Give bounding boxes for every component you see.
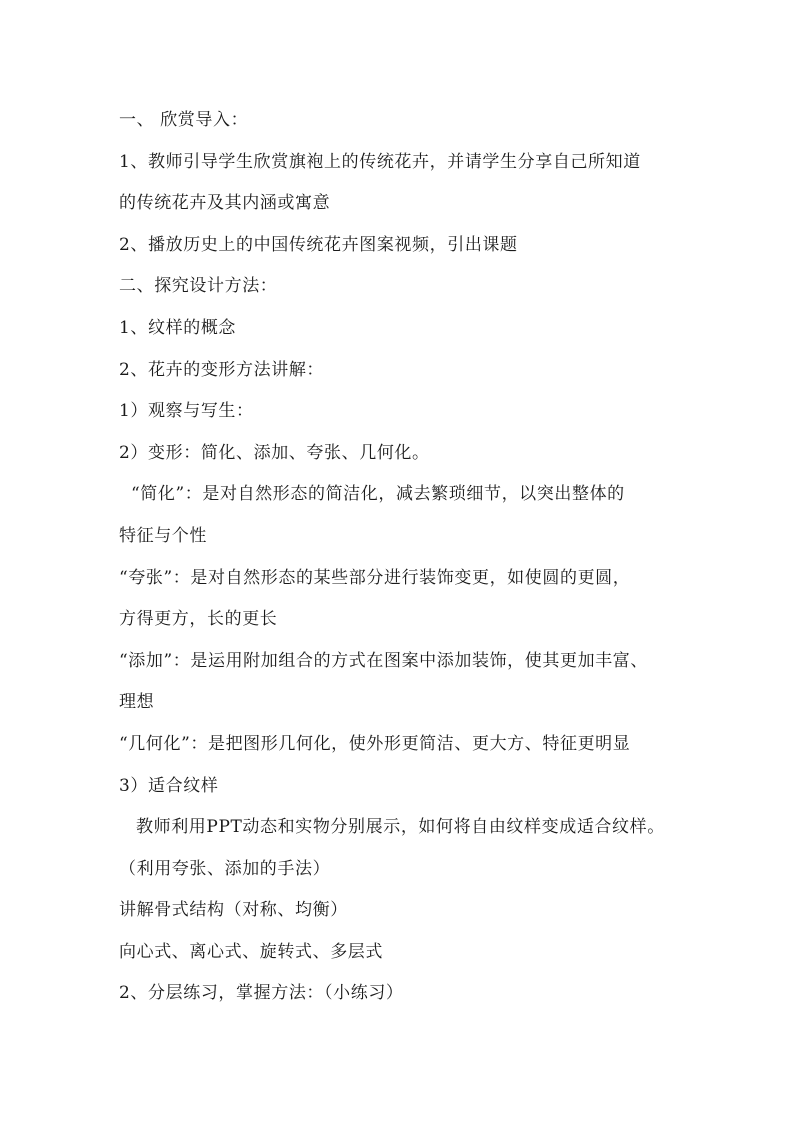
paragraph-line: 2、分层练习，掌握方法：（小练习） (119, 983, 404, 1004)
paragraph-line: 1、纹样的概念 (119, 317, 237, 338)
paragraph-line: 2、花卉的变形方法讲解： (119, 359, 325, 380)
paragraph-line: 2）变形：简化、添加、夸张、几何化。 (119, 442, 430, 463)
paragraph-line: “夸张”：是对自然形态的某些部分进行装饰变更，如使圆的更圆， (119, 567, 631, 588)
paragraph-line: “添加”：是运用附加组合的方式在图案中添加装饰，使其更加丰富、 (119, 650, 648, 671)
paragraph-line: “几何化”：是把图形几何化，使外形更简洁、更大方、特征更明显 (119, 733, 631, 754)
paragraph-line: 1）观察与写生： (119, 401, 254, 422)
paragraph-line: 方得更方，长的更长 (119, 609, 278, 630)
paragraph-line: 1、教师引导学生欣赏旗袍上的传统花卉，并请学生分享自己所知道 (119, 151, 641, 172)
paragraph-line: 的传统花卉及其内涵或寓意 (119, 193, 331, 214)
paragraph-line: 3）适合纹样 (119, 775, 219, 796)
paragraph-line: 讲解骨式结构（对称、均衡） (119, 900, 348, 921)
document-body (119, 100, 684, 1015)
section-heading-appreciation: 一、 欣赏导入： (119, 110, 249, 130)
section-heading-design-methods: 二、探究设计方法： (119, 276, 278, 297)
paragraph-line: 向心式、离心式、旋转式、多层式 (119, 941, 383, 962)
paragraph-line: 2、播放历史上的中国传统花卉图案视频，引出课题 (119, 234, 518, 255)
paragraph-line: （利用夸张、添加的手法） (119, 858, 331, 879)
paragraph-line: 特征与个性 (119, 525, 207, 546)
paragraph-line: “简化”：是对自然形态的简洁化，减去繁琐细节，以突出整体的 (131, 484, 625, 505)
paragraph-line: 教师利用PPT动态和实物分别展示，如何将自由纹样变成适合纹样。 (136, 817, 665, 838)
paragraph-line: 理想 (119, 692, 155, 713)
